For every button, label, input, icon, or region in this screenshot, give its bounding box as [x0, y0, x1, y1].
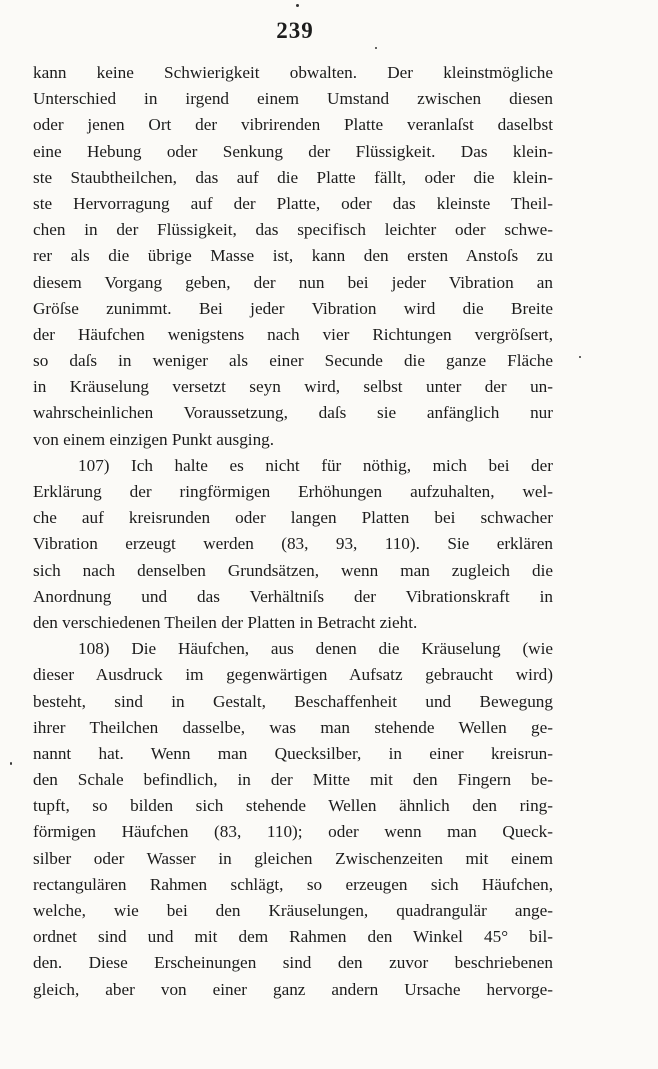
scan-speck [375, 47, 377, 49]
scan-speck [10, 762, 12, 765]
text-line: tupft, so bilden sich stehende Wellen ähnlich den ring- [33, 796, 553, 816]
text-line: 108) Die Häufchen, aus denen die Kräuselung (wie [78, 639, 553, 659]
text-line: in Kräuselung versetzt seyn wird, selbst unter der un- [33, 377, 553, 397]
text-line: nannt hat. Wenn man Quecksilber, in einer kreisrun- [33, 743, 553, 763]
text-line: silber oder Wasser in gleichen Zwischenzeiten mit einem [33, 848, 553, 868]
text-line: ihrer Theilchen dasselbe, was man stehende Wellen ge- [33, 717, 553, 737]
page-number: 239 [276, 18, 314, 43]
text-line: eine Hebung oder Senkung der Flüssigkeit. Das klein- [33, 141, 553, 161]
text-line: che auf kreisrunden oder langen Platten bei schwacher [33, 508, 553, 528]
text-line: diesem Vorgang geben, der nun bei jeder Vibration an [33, 272, 553, 292]
text-line: kann keine Schwierigkeit obwalten. Der kleinstmögliche [33, 63, 553, 82]
text-line: sich nach denselben Grundsätzen, wenn man zugleich die [33, 560, 553, 580]
text-line: Gröſse zunimmt. Bei jeder Vibration wird die Breite [33, 298, 553, 318]
text-line: gleich, aber von einer ganz andern Ursache hervorge- [33, 979, 553, 999]
text-line: ste Hervorragung auf der Platte, oder das kleinste Theil- [33, 193, 553, 213]
text-line: der Häufchen wenigstens nach vier Richtungen vergröſsert, [33, 324, 553, 344]
text-line: Unterschied in irgend einem Umstand zwischen diesen [33, 89, 553, 109]
text-line: welche, wie bei den Kräuselungen, quadrangulär ange- [33, 901, 553, 920]
text-line: rectangulären Rahmen schlägt, so erzeugen sich Häufchen, [33, 874, 553, 894]
scan-speck [579, 356, 581, 358]
text-line: den. Diese Erscheinungen sind den zuvor beschriebenen [33, 953, 553, 973]
text-line: Anordnung und das Verhältniſs der Vibrationskraft in [33, 586, 553, 606]
scan-speck [296, 4, 299, 7]
text-line: rer als die übrige Masse ist, kann den ersten Anstoſs zu [33, 246, 553, 266]
text-line: Erklärung der ringförmigen Erhöhungen aufzuhalten, wel- [33, 482, 553, 501]
text-line: Vibration erzeugt werden (83, 93, 110). Sie erklären [33, 534, 553, 554]
text-line: so daſs in weniger als einer Secunde die ganze Fläche [33, 351, 553, 371]
text-line: besteht, sind in Gestalt, Beschaffenheit und Bewegung [33, 691, 553, 711]
text-line: von einem einzigen Punkt ausging. [33, 429, 275, 449]
text-line: den Schale befindlich, in der Mitte mit den Fingern be- [33, 770, 553, 790]
text-line: wahrscheinlichen Voraussetzung, daſs sie anfänglich nur [33, 403, 553, 423]
body-text [33, 60, 553, 1003]
text-line: 107) Ich halte es nicht für nöthig, mich bei der [78, 455, 553, 475]
text-line: ordnet sind und mit dem Rahmen den Winkel 45° bil- [33, 927, 553, 947]
text-line: chen in der Flüssigkeit, das specifisch leichter oder schwe- [33, 220, 553, 240]
text-line: den verschiedenen Theilen der Platten in Betracht zieht. [33, 612, 418, 632]
text-line: oder jenen Ort der vibrirenden Platte veranlaſst daselbst [33, 115, 553, 135]
text-line: dieser Ausdruck im gegenwärtigen Aufsatz gebraucht wird) [33, 665, 553, 685]
text-line: förmigen Häufchen (83, 110); oder wenn man Queck- [33, 822, 553, 842]
text-line: ste Staubtheilchen, das auf die Platte fällt, oder die klein- [33, 167, 553, 187]
